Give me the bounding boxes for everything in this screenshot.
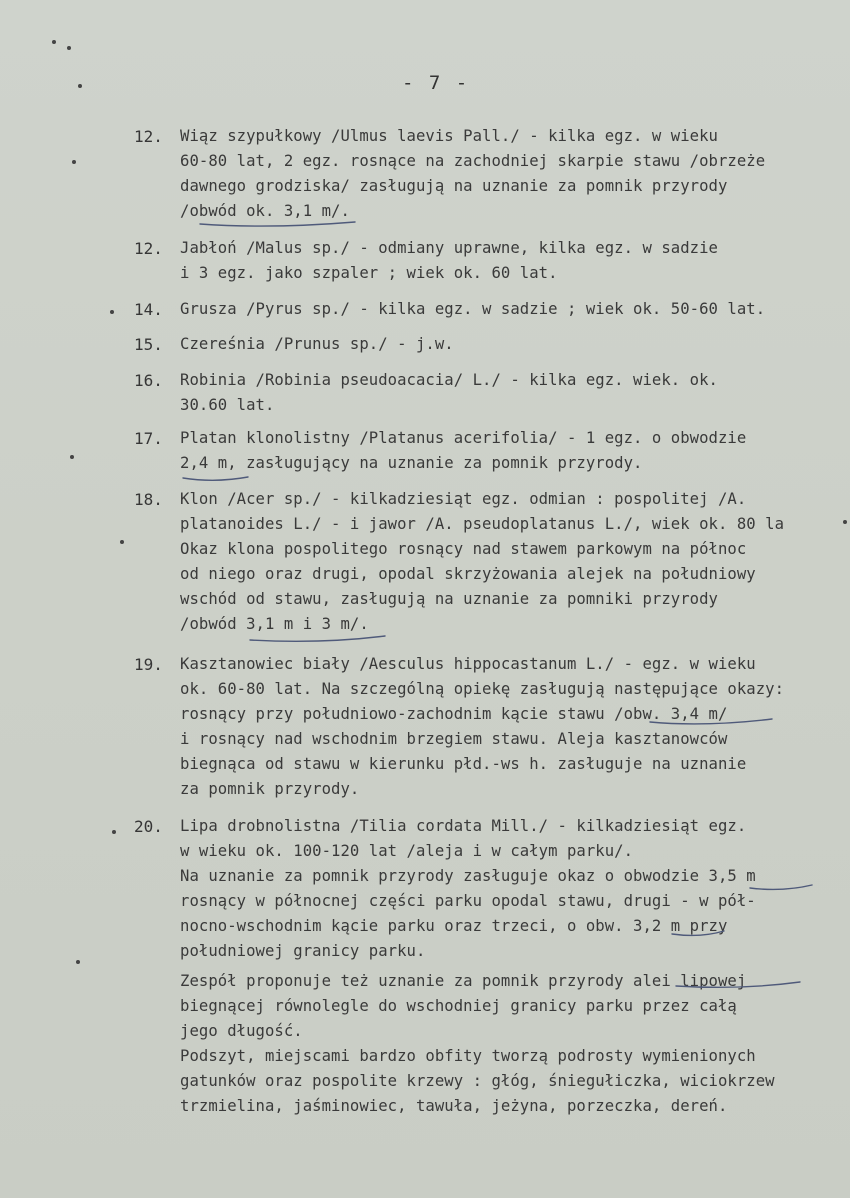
entry-line: rosnący w północnej części parku opodal stawu, drugi - w pół- [180, 892, 756, 910]
entry-line: trzmielina, jaśminowiec, tawuła, jeżyna, porzeczka, dereń. [180, 1097, 728, 1115]
entry-line: Platan klonolistny /Platanus acerifolia/ - 1 egz. o obwodzie [180, 429, 747, 447]
entry-line: południowej granicy parku. [180, 942, 426, 960]
entry-line: 30.60 lat. [180, 396, 275, 414]
entry-number: 20. [134, 817, 163, 836]
entry-line: Podszyt, miejscami bardzo obfity tworzą podrosty wymienionych [180, 1047, 756, 1065]
entry-line: biegnącej równolegle do wschodniej granicy parku przez całą [180, 997, 737, 1015]
entry-line: Kasztanowiec biały /Aesculus hippocastanum L./ - egz. w wieku [180, 655, 756, 673]
page-number: - 7 - [402, 72, 470, 94]
underline-mark [750, 885, 812, 889]
entry-line: Czereśnia /Prunus sp./ - j.w. [180, 335, 454, 353]
entry-line: Okaz klona pospolitego rosnący nad stawem parkowym na północ [180, 540, 747, 558]
entry-line: /obwód 3,1 m i 3 m/. [180, 615, 369, 633]
entry-line: biegnąca od stawu w kierunku płd.-ws h. zasługuje na uznanie [180, 755, 747, 773]
entry-line: rosnący przy południowo-zachodnim kącie stawu /obw. 3,4 m/ [180, 705, 728, 723]
margin-speck [52, 40, 56, 44]
entry-number: 14. [134, 300, 163, 319]
entry-line: platanoides L./ - i jawor /A. pseudoplatanus L./, wiek ok. 80 la [180, 515, 785, 533]
entry-line: Klon /Acer sp./ - kilkadziesiąt egz. odmian : pospolitej /A. [180, 490, 747, 508]
underline-mark [183, 477, 248, 480]
entry-line: 60-80 lat, 2 egz. rosnące na zachodniej skarpie stawu /obrzeże [180, 152, 766, 170]
margin-speck [112, 830, 116, 834]
entry-line: Lipa drobnolistna /Tilia cordata Mill./ - kilkadziesiąt egz. [180, 817, 747, 835]
margin-speck [76, 960, 80, 964]
entry-line: wschód od stawu, zasługują na uznanie za pomniki przyrody [180, 590, 718, 608]
margin-speck [72, 160, 76, 164]
margin-speck [70, 455, 74, 459]
entry-line: /obwód ok. 3,1 m/. [180, 202, 350, 220]
margin-speck [67, 46, 71, 50]
entry-line: i rosnący nad wschodnim brzegiem stawu. Aleja kasztanowców [180, 730, 728, 748]
entry-number: 12. [134, 127, 163, 146]
entry-line: Robinia /Robinia pseudoacacia/ L./ - kilka egz. wiek. ok. [180, 371, 718, 389]
entry-number: 18. [134, 490, 163, 509]
underline-mark [672, 931, 724, 935]
entry-number: 16. [134, 371, 163, 390]
entry-line: Jabłoń /Malus sp./ - odmiany uprawne, kilka egz. w sadzie [180, 239, 718, 257]
entry-line: Na uznanie za pomnik przyrody zasługuje okaz o obwodzie 3,5 m [180, 867, 756, 885]
entry-line: jego długość. [180, 1022, 303, 1040]
entry-line: dawnego grodziska/ zasługują na uznanie za pomnik przyrody [180, 177, 728, 195]
margin-speck [110, 310, 114, 314]
entry-line: nocno-wschodnim kącie parku oraz trzeci, o obw. 3,2 m przy [180, 917, 728, 935]
entry-number: 17. [134, 429, 163, 448]
entry-number: 12. [134, 239, 163, 258]
underline-mark [250, 636, 385, 641]
entry-line: od niego oraz drugi, opodal skrzyżowania alejek na południowy [180, 565, 756, 583]
entry-line: za pomnik przyrody. [180, 780, 360, 798]
underline-mark [676, 982, 800, 987]
entry-line: Grusza /Pyrus sp./ - kilka egz. w sadzie ; wiek ok. 50-60 lat. [180, 300, 766, 318]
margin-speck [78, 84, 82, 88]
margin-speck [120, 540, 124, 544]
entry-line: w wieku ok. 100-120 lat /aleja i w całym parku/. [180, 842, 634, 860]
entry-line: 2,4 m, zasługujący na uznanie za pomnik przyrody. [180, 454, 643, 472]
underline-mark [650, 719, 772, 724]
underline-mark [200, 222, 355, 226]
entry-line: gatunków oraz pospolite krzewy : głóg, śniegułiczka, wiciokrzew [180, 1072, 775, 1090]
margin-speck [843, 520, 847, 524]
entry-line: Wiąz szypułkowy /Ulmus laevis Pall./ - kilka egz. w wieku [180, 127, 718, 145]
entry-number: 19. [134, 655, 163, 674]
entry-line: ok. 60-80 lat. Na szczególną opiekę zasługują następujące okazy: [180, 680, 785, 698]
entry-number: 15. [134, 335, 163, 354]
entry-line: Zespół proponuje też uznanie za pomnik przyrody alei lipowej [180, 972, 747, 990]
entry-line: i 3 egz. jako szpaler ; wiek ok. 60 lat. [180, 264, 558, 282]
